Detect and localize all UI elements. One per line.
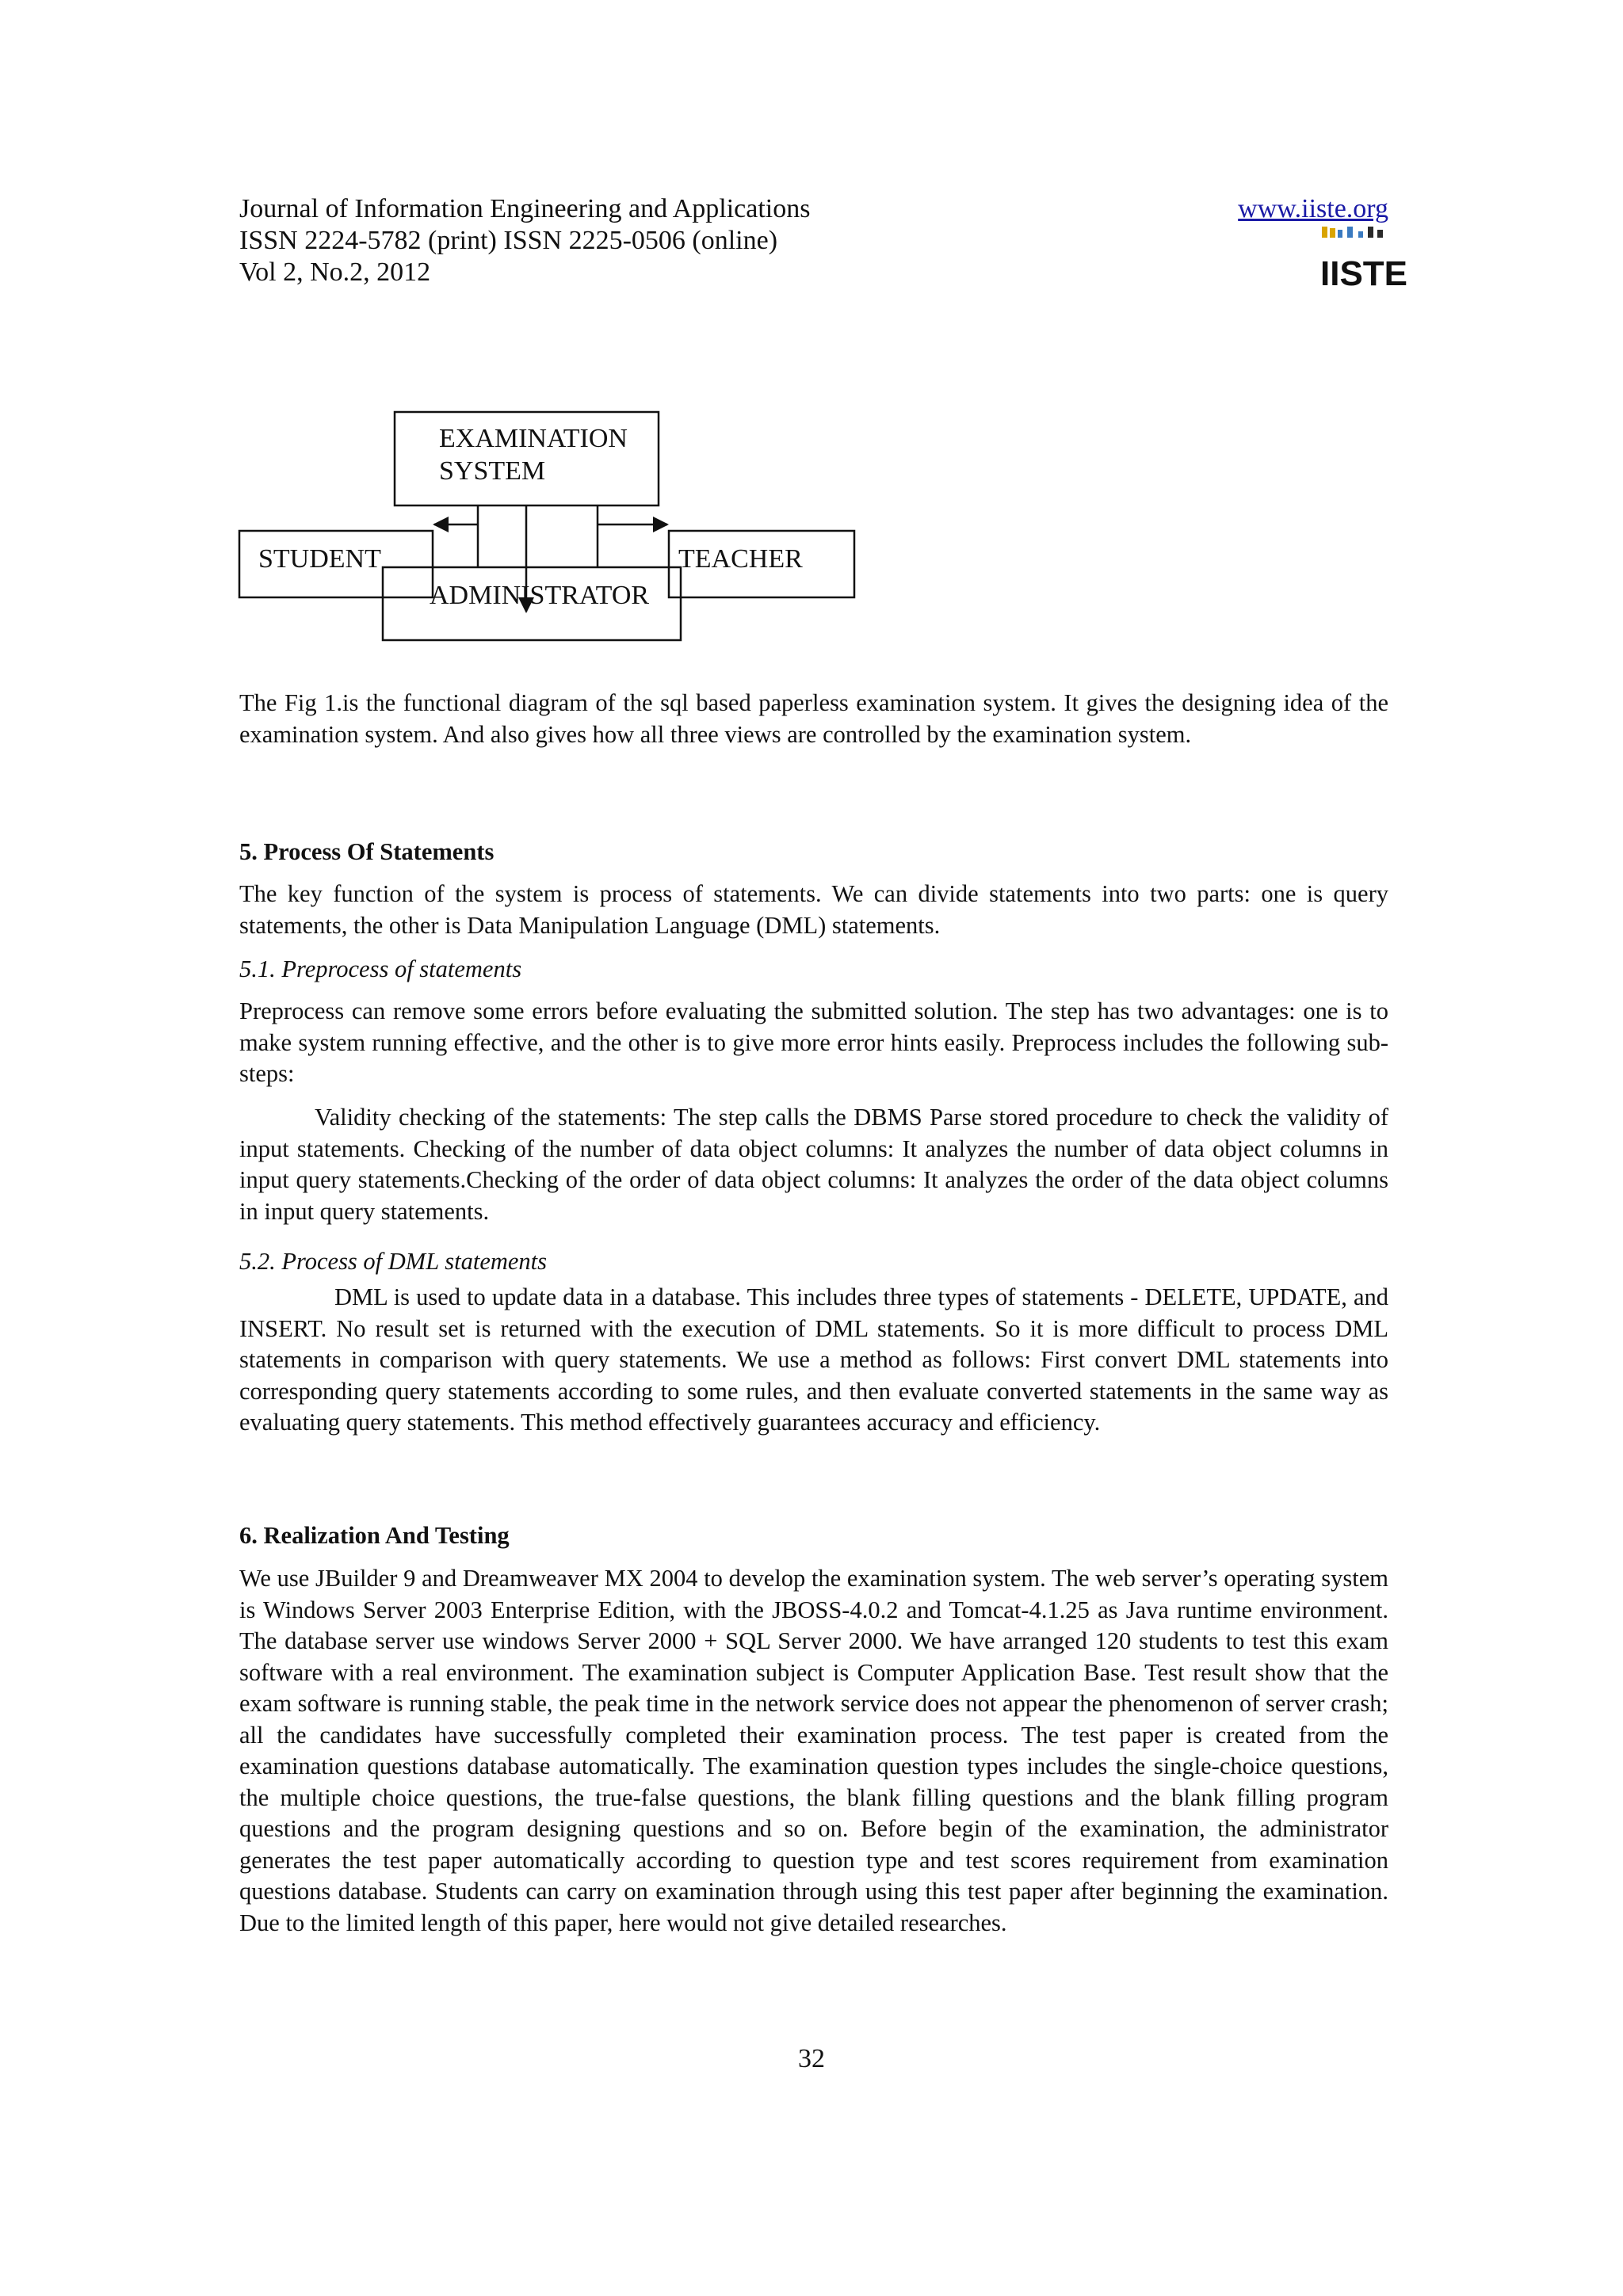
section-5-2-heading: 5.2. Process of DML statements <box>239 1248 548 1275</box>
diagram-lines <box>0 0 1623 713</box>
section-5-paragraph: The key function of the system is process of statements. We can divide statements into two parts: one is query statements, the other is Data Manipulation Language (DML) statements. <box>239 880 1388 939</box>
teacher-label: TEACHER <box>678 544 803 574</box>
journal-website-link[interactable]: www.iiste.org <box>1238 194 1388 223</box>
section-5-1-paragraph-2: Validity checking of the statements: The step calls the DBMS Parse stored procedure to check the validity of input statements. Checking of the number of data object columns: It analyzes the number of data object columns in input query statements.Checking of the order of data object columns: It analyzes the order of the data object columns in input query statements. <box>239 1104 1388 1225</box>
journal-volume: Vol 2, No.2, 2012 <box>239 257 431 287</box>
logo-lettering: IISTE <box>1320 254 1408 293</box>
functional-diagram <box>0 0 1623 713</box>
figure-caption-paragraph: The Fig 1.is the functional diagram of the sql based paperless examination system. It gives the designing idea of the examination system. And also gives how all three views are controlled by the examination system. <box>239 689 1388 748</box>
section-6-paragraph: We use JBuilder 9 and Dreamweaver MX 2004 to develop the examination system. The web server’s operating system is Windows Server 2003 Enterprise Edition, with the JBOSS-4.0.2 and Tomcat-4.1.25 as Java runtime environment. The database server use windows Server 2000 + SQL Server 2000. We have arranged 120 students to test this exam software with a real environment. The examination subject is Computer Application Base. Test result show that the exam software is running stable, the peak time in the network service does not appear the phenomenon of server crash; all the candidates have successfully completed their examination process. The test paper is created from the examination questions database automatically. The examination question types includes the single-choice questions, the multiple choice questions, the true-false questions, the blank filling questions and the blank filling program questions and the program designing questions and so on. Before begin of the examination, the administrator generates the test paper automatically according to question type and test scores requirement from examination questions database. Students can carry on examination through using this test paper after beginning the examination. Due to the limited length of this paper, here would not give detailed researches. <box>239 1565 1388 1936</box>
section-5-1-paragraph-1: Preprocess can remove some errors before evaluating the submitted solution. The step has two advantages: one is to make system running effective, and the other is to give more error hints easily. Preprocess includes the following sub-steps: <box>239 997 1388 1087</box>
section-6-heading: 6. Realization And Testing <box>239 1522 510 1549</box>
exam-system-label-line1: EXAMINATION <box>439 424 628 453</box>
section-5-1-heading: 5.1. Preprocess of statements <box>239 955 522 982</box>
section-5-heading: 5. Process Of Statements <box>239 838 495 865</box>
journal-issn: ISSN 2224-5782 (print) ISSN 2225-0506 (online) <box>239 226 778 255</box>
administrator-label: ADMINISTRATOR <box>430 581 650 610</box>
section-5-2-paragraph: DML is used to update data in a database. This includes three types of statements - DELETE, UPDATE, and INSERT. No result set is returned with the execution of DML statements. So it is more difficult to process DML statements in comparison with query statements. We use a method as follows: First convert DML statements into corresponding query statements according to some rules, and then evaluate converted statements in the same way as evaluating query statements. This method effectively guarantees accuracy and efficiency. <box>239 1283 1388 1436</box>
journal-title: Journal of Information Engineering and Applications <box>239 194 811 223</box>
page-number: 32 <box>798 2044 825 2073</box>
student-label: STUDENT <box>258 544 381 574</box>
exam-system-label-line2: SYSTEM <box>439 456 546 486</box>
